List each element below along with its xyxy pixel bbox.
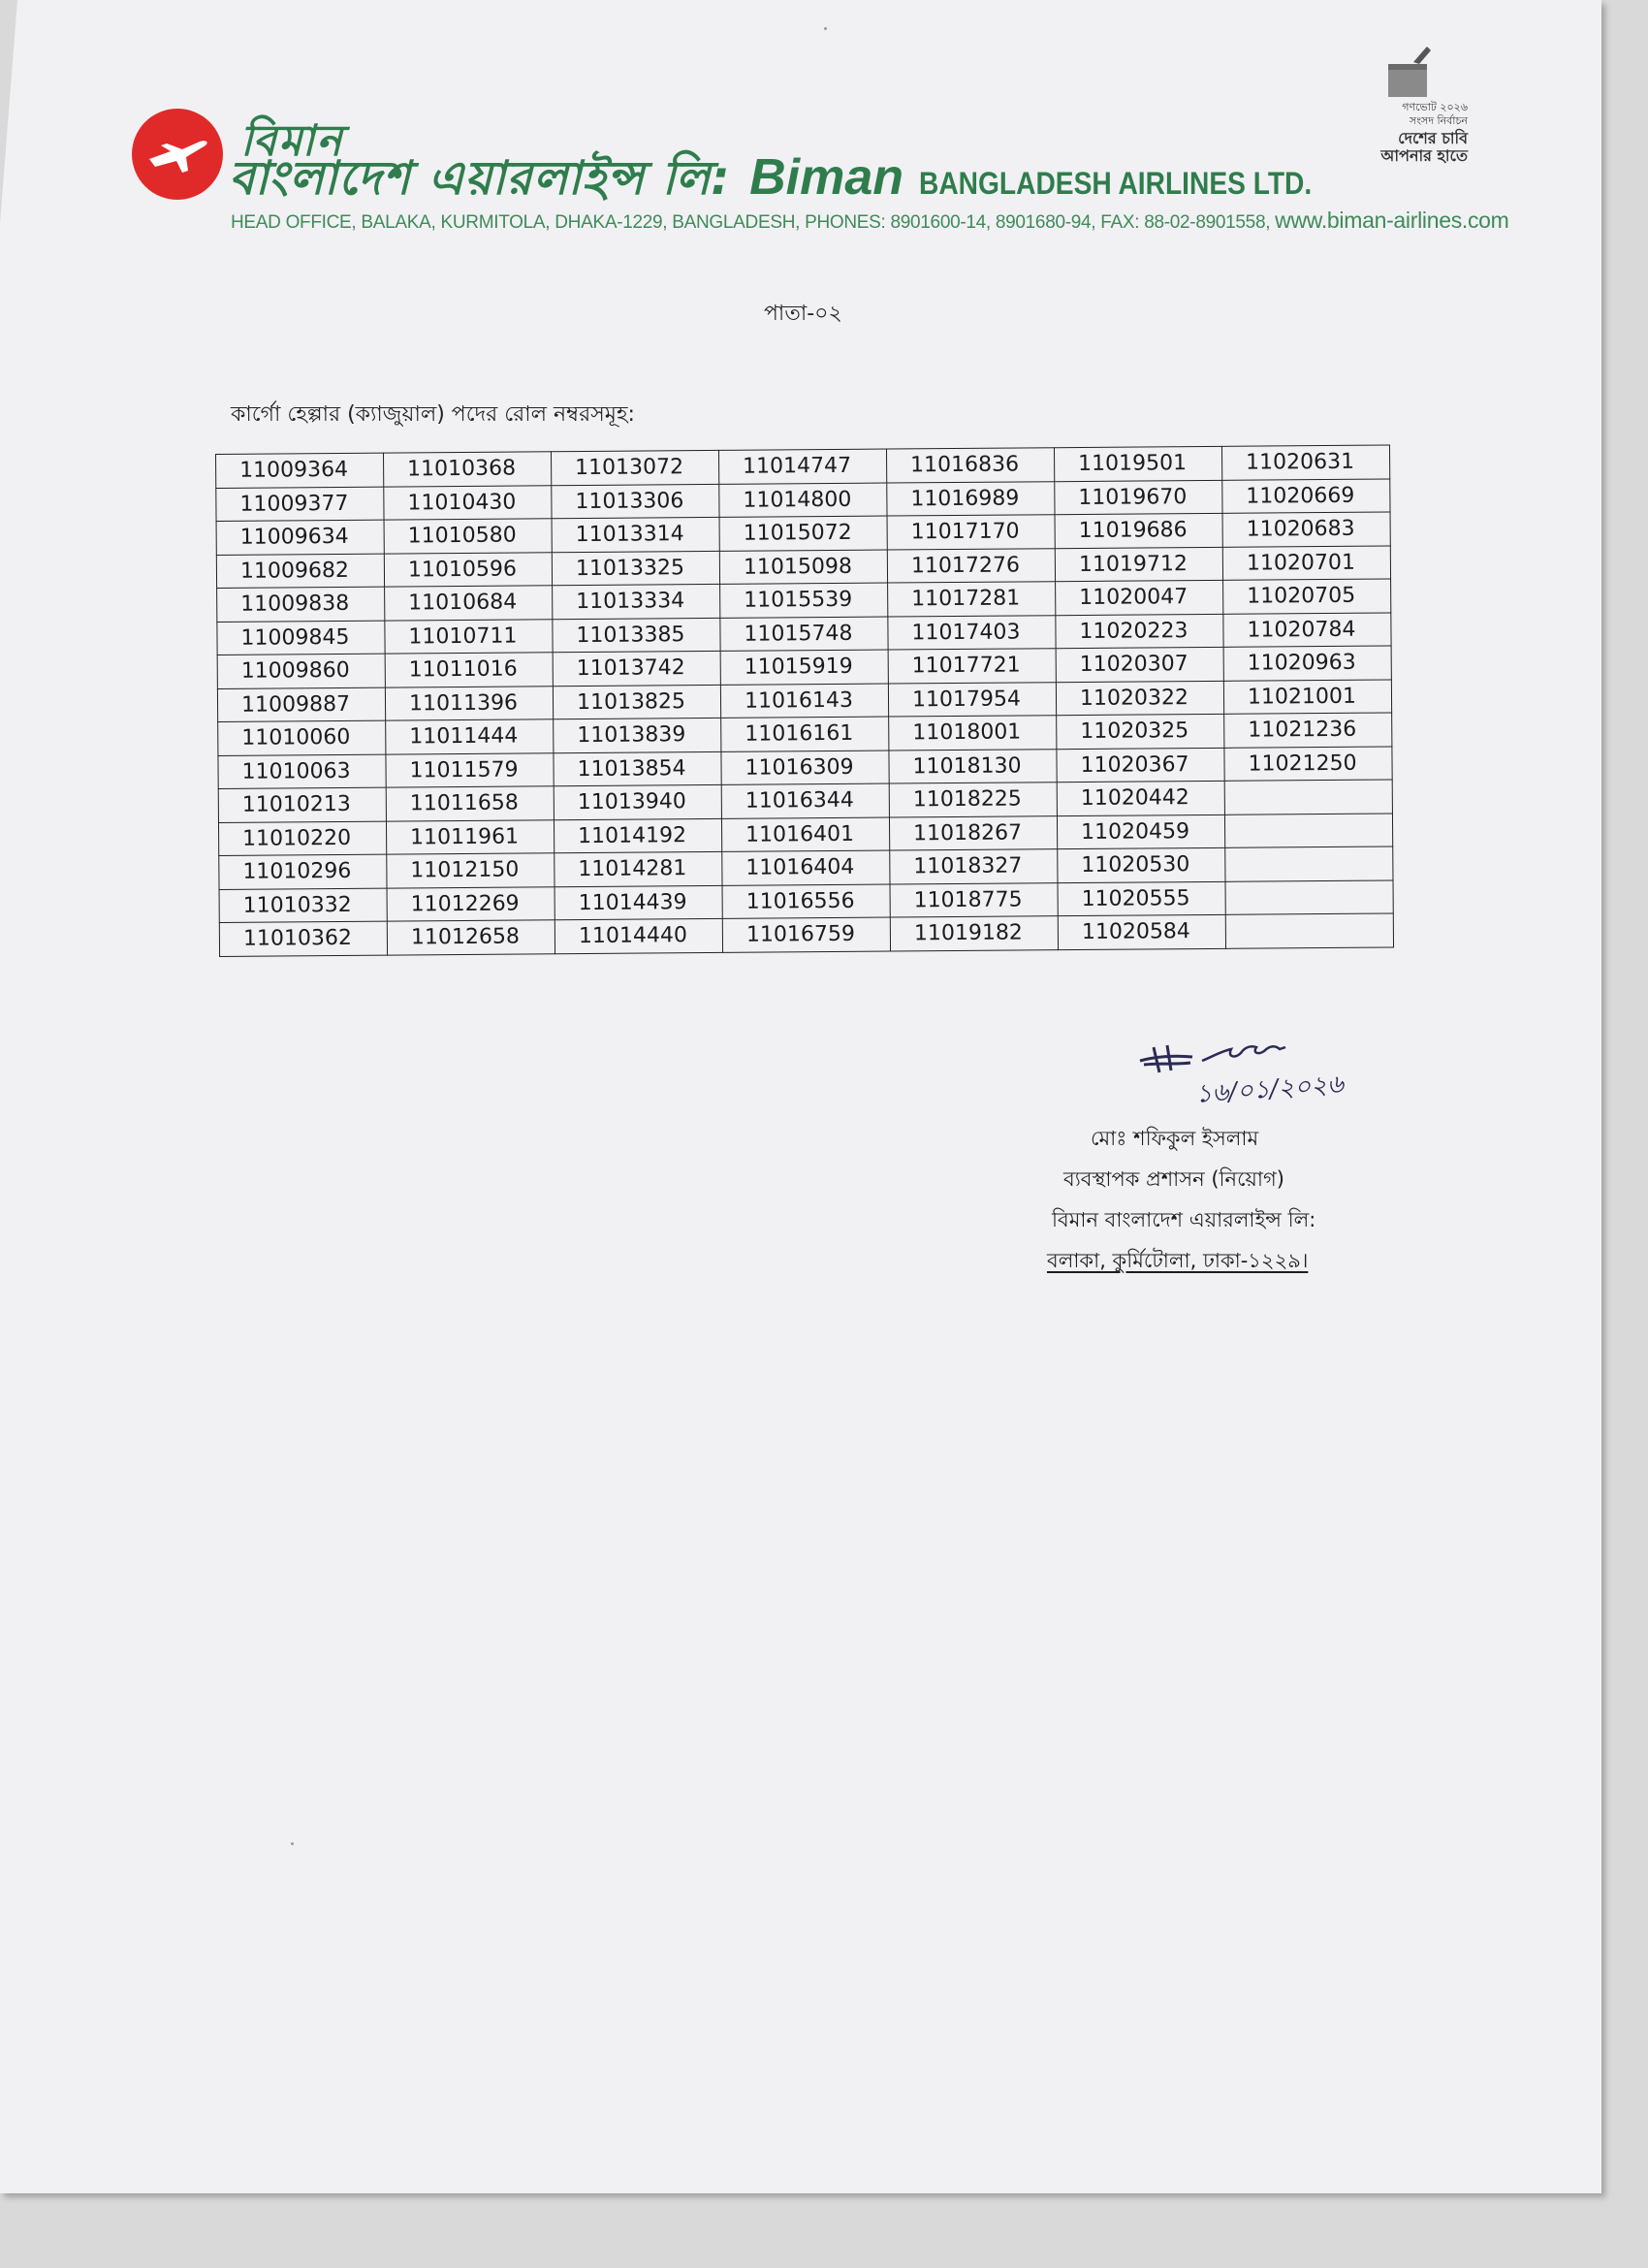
roll-number-cell: 11015539 (720, 583, 888, 618)
head-office-address (231, 208, 1509, 234)
roll-number-cell: 11016309 (721, 751, 889, 785)
roll-number-cell (1224, 813, 1392, 847)
roll-number-cell: 11018130 (889, 749, 1057, 783)
roll-number-cell: 11017281 (888, 582, 1056, 617)
roll-number-cell: 11011396 (385, 686, 553, 720)
election-badge-line3: দেশের চাবি (1398, 129, 1468, 147)
roll-number-cell: 11009634 (216, 520, 384, 555)
roll-number-cell: 11010362 (219, 921, 387, 956)
roll-number-cell: 11020784 (1223, 612, 1391, 647)
scan-speck (291, 1842, 294, 1845)
roll-number-cell: 11021001 (1223, 679, 1391, 714)
roll-number-cell: 11019501 (1054, 446, 1221, 481)
roll-number-cell: 11020322 (1056, 681, 1223, 716)
brand-name-bangla-top: বিমান (240, 116, 344, 166)
roll-number-cell: 11017954 (888, 682, 1056, 717)
roll-number-cell: 11020459 (1057, 815, 1224, 849)
website-link[interactable]: www.biman-airlines.com (1275, 208, 1509, 233)
roll-number-cell: 11013306 (552, 484, 719, 519)
roll-number-cell: 11013742 (553, 651, 720, 686)
roll-number-cell: 11020223 (1056, 614, 1223, 649)
roll-number-cell: 11009377 (216, 487, 384, 522)
roll-number-cell: 11016401 (721, 817, 889, 852)
roll-number-cell: 11015748 (720, 617, 888, 652)
roll-number-cell: 11020584 (1058, 914, 1225, 949)
signature-date: ১৬/০১/২০২৬ (1194, 1070, 1345, 1109)
roll-number-cell: 11014439 (555, 885, 722, 920)
roll-number-cell: 11017170 (887, 515, 1055, 550)
roll-number-cell: 11014747 (718, 449, 886, 484)
roll-number-cell: 11010060 (218, 720, 386, 755)
roll-number-cell: 11012658 (387, 920, 555, 955)
roll-number-cell: 11010063 (218, 754, 386, 789)
roll-number-cell: 11009887 (217, 687, 385, 722)
list-heading: কার্গো হেল্পার (ক্যাজুয়াল) পদের রোল নম্বরসমূহ: (231, 402, 635, 427)
roll-number-cell: 11016143 (720, 684, 888, 719)
roll-number-cell: 11009860 (217, 654, 385, 688)
roll-number-cell: 11010430 (384, 485, 552, 520)
roll-number-cell: 11015072 (719, 516, 887, 551)
roll-number-cell: 11016404 (722, 850, 890, 885)
roll-number-cell: 11010684 (385, 586, 553, 621)
roll-number-cell: 11016161 (721, 717, 889, 751)
roll-number-cell: 11010332 (219, 888, 387, 923)
roll-number-cell: 11014281 (555, 851, 722, 886)
roll-number-cell: 11012269 (387, 886, 555, 921)
roll-number-cell: 11020705 (1223, 579, 1391, 614)
roll-number-cell: 11018001 (889, 716, 1057, 751)
roll-number-table (215, 444, 1394, 956)
roll-number-cell: 11014192 (554, 818, 721, 853)
roll-number-cell: 11021250 (1224, 746, 1392, 781)
roll-number-cell: 11017403 (888, 615, 1056, 650)
brand-name-english: Biman (749, 149, 904, 206)
scan-speck (824, 27, 827, 30)
election-badge-line1: গণভোট ২০২৬ (1402, 101, 1468, 113)
roll-number-cell: 11010596 (384, 552, 552, 587)
roll-number-cell: 11010213 (218, 787, 386, 822)
signatory-name: মোঃ শফিকুল ইসলাম (1091, 1127, 1259, 1150)
roll-number-cell: 11012150 (387, 853, 555, 888)
page-corner-fold (0, 0, 17, 223)
roll-number-cell: 11010220 (218, 821, 386, 856)
roll-number-cell: 11017721 (888, 649, 1056, 684)
biman-logo-icon (132, 109, 223, 200)
roll-number-cell: 11013839 (554, 718, 721, 752)
roll-number-cell: 11009845 (217, 621, 385, 655)
roll-number-cell: 11016989 (887, 481, 1055, 516)
roll-number-cell: 11010296 (219, 854, 387, 889)
roll-number-cell: 11013825 (553, 685, 720, 719)
roll-number-cell: 11020307 (1056, 647, 1223, 682)
roll-number-cell: 11011961 (386, 819, 554, 854)
roll-number-cell: 11009838 (217, 587, 385, 622)
roll-number-cell: 11018267 (889, 815, 1057, 850)
roll-number-cell (1225, 847, 1393, 881)
roll-number-cell: 11016759 (722, 917, 890, 952)
roll-number-cell: 11020047 (1056, 580, 1223, 615)
roll-number-cell: 11018225 (889, 783, 1057, 817)
roll-number-cell (1225, 879, 1393, 914)
brand-name-english-sub: BANGLADESH AIRLINES LTD. (918, 166, 1312, 201)
election-badge-line2: সংসদ নির্বাচন (1409, 114, 1468, 127)
roll-number-cell: 11011444 (386, 719, 554, 754)
roll-number-cell: 11020442 (1057, 781, 1224, 815)
ballot-box-icon (1384, 43, 1446, 101)
roll-number-cell: 11014440 (555, 918, 722, 953)
roll-number-cell: 11020669 (1222, 478, 1390, 513)
roll-number-cell: 11019182 (890, 916, 1058, 951)
roll-number-cell: 11011579 (386, 752, 554, 787)
roll-number-cell: 11010711 (385, 619, 553, 654)
roll-number-cell: 11013854 (554, 751, 721, 786)
roll-number-cell: 11013314 (552, 517, 719, 552)
election-badge-line4: আপনার হাতে (1380, 146, 1468, 165)
roll-number-cell: 11016344 (721, 783, 889, 818)
roll-number-cell: 11020325 (1057, 714, 1224, 749)
roll-number-cell: 11016556 (722, 884, 890, 919)
roll-number-cell: 11020555 (1058, 881, 1225, 916)
roll-number-cell: 11011016 (385, 653, 553, 687)
roll-number-cell: 11020963 (1223, 646, 1391, 681)
roll-number-cell: 11019712 (1055, 547, 1222, 582)
roll-number-cell: 11013325 (552, 551, 719, 586)
roll-number-cell: 11009682 (216, 554, 384, 589)
signatory-address: বলাকা, কুর্মিটোলা, ঢাকা-১২২৯। (1047, 1249, 1309, 1272)
signatory-organization: বিমান বাংলাদেশ এয়ারলাইন্স লি: (1052, 1208, 1316, 1231)
page-number: পাতা-০২ (764, 302, 842, 326)
roll-number-cell: 11013072 (551, 450, 718, 485)
roll-number-cell (1225, 913, 1393, 948)
roll-number-cell (1224, 780, 1392, 815)
signatory-title: ব্যবস্থাপক প্রশাসন (নিয়োগ) (1063, 1167, 1284, 1191)
roll-number-cell: 11018775 (890, 882, 1058, 917)
roll-number-cell: 11009364 (216, 453, 384, 488)
roll-number-cell: 11013385 (553, 618, 720, 653)
roll-number-cell: 11010368 (383, 452, 551, 487)
roll-number-cell: 11021236 (1224, 713, 1392, 748)
roll-number-cell: 11017276 (887, 548, 1055, 583)
roll-number-cell: 11015919 (720, 650, 888, 685)
roll-number-cell: 11019670 (1055, 480, 1222, 515)
roll-number-cell: 11013334 (553, 584, 720, 619)
roll-number-cell: 11014800 (719, 483, 887, 518)
roll-number-cell: 11020367 (1057, 748, 1224, 783)
roll-number-cell: 11013940 (554, 784, 721, 819)
roll-number-cell: 11020530 (1058, 847, 1225, 882)
brand-name-bangla: বাংলাদেশ এয়ারলাইন্স লি: (229, 151, 731, 206)
roll-number-cell: 11020701 (1222, 545, 1390, 580)
roll-number-cell: 11020631 (1221, 445, 1389, 480)
address-text: HEAD OFFICE, BALAKA, KURMITOLA, DHAKA-1229, BANGLADESH, PHONES: 8901600-14, 8901680-94, FAX: 88-02-8901558, (231, 212, 1271, 233)
roll-number-cell: 11020683 (1222, 512, 1390, 547)
roll-number-cell: 11016836 (886, 448, 1054, 483)
roll-number-cell: 11011658 (386, 786, 554, 821)
roll-number-cell: 11018327 (890, 849, 1058, 884)
roll-number-cell: 11010580 (384, 519, 552, 554)
roll-number-cell: 11019686 (1055, 513, 1222, 548)
roll-number-cell: 11015098 (719, 550, 887, 585)
